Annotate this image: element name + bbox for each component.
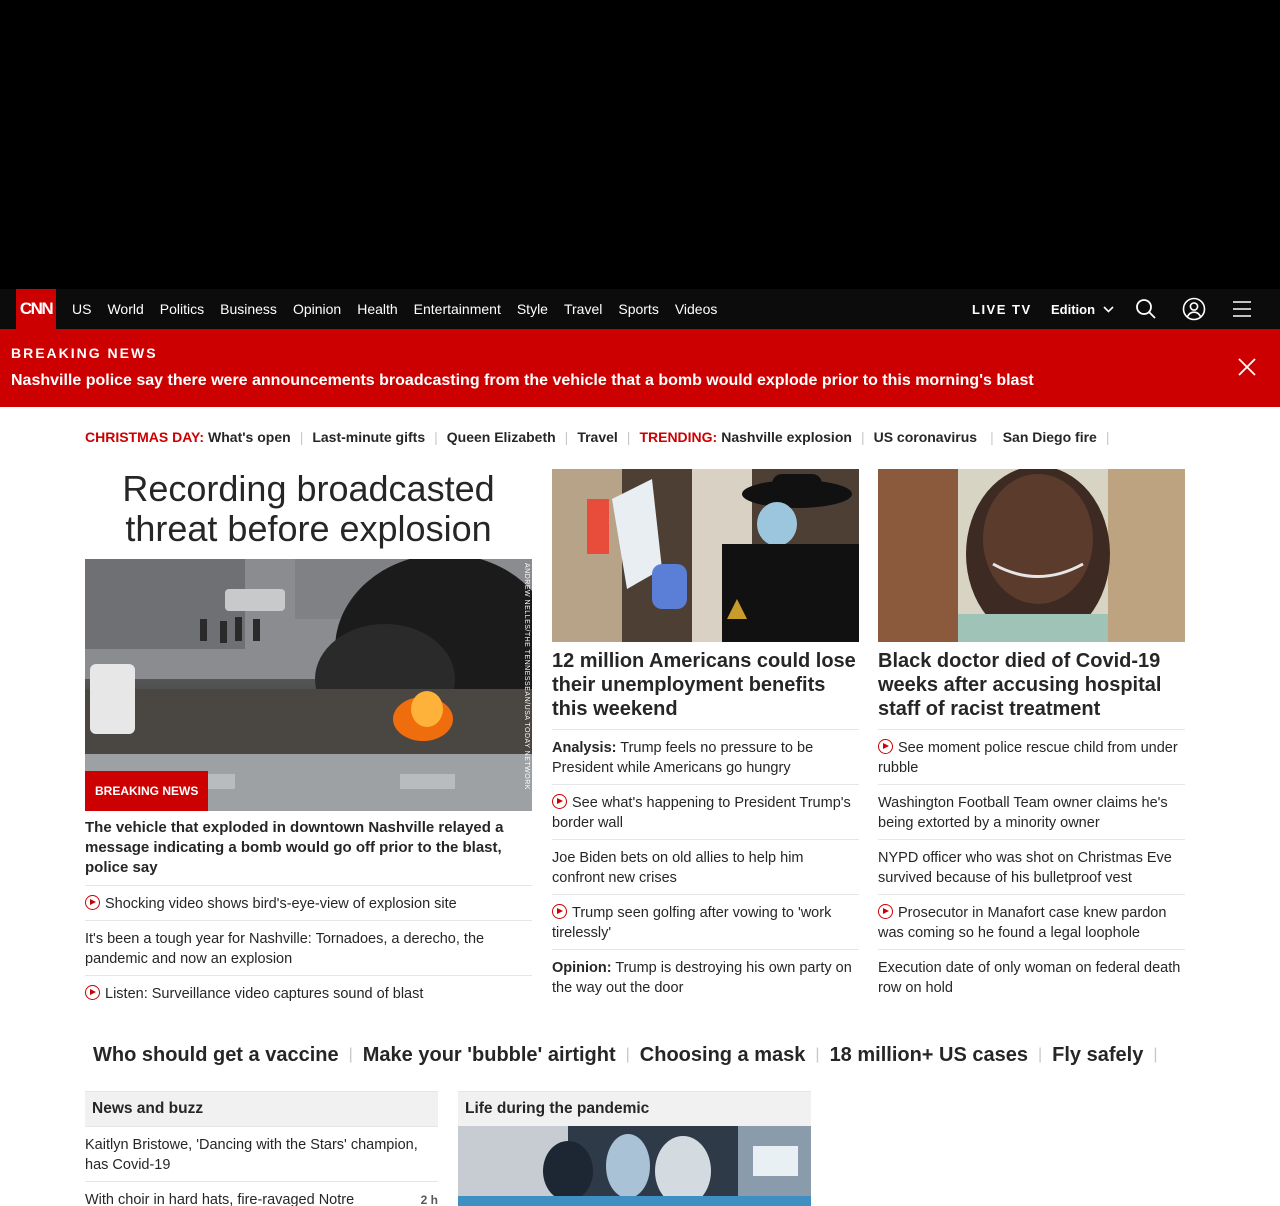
play-icon	[85, 985, 100, 1000]
list-item[interactable]	[85, 920, 532, 975]
nav-link-politics[interactable]: Politics	[159, 301, 205, 317]
list-item[interactable]	[878, 949, 1185, 1004]
play-icon	[878, 739, 893, 754]
ad-slot	[0, 0, 1280, 289]
list-item-text: Execution date of only woman on federal death row on hold	[878, 960, 1181, 996]
list-item[interactable]	[552, 784, 859, 839]
list-item[interactable]	[552, 729, 859, 784]
trending-link[interactable]: Queen Elizabeth	[446, 429, 556, 445]
list-item-text: Trump feels no pressure to be President while Americans go hungry	[552, 740, 814, 776]
nav-link-style[interactable]: Style	[516, 301, 548, 317]
list-item-text: Trump is destroying his own party on the way out the door	[552, 960, 852, 996]
list-item-text: Prosecutor in Manafort case knew pardon was coming so he found a legal loophole	[878, 905, 1167, 941]
account-icon[interactable]	[1182, 297, 1206, 321]
trending-link[interactable]: US coronavirus	[873, 429, 978, 445]
story-column-2	[552, 469, 859, 1004]
nav-link-us[interactable]: US	[72, 301, 92, 317]
list-item-text: NYPD officer who was shot on Christmas Eve survived because of his bulletproof vest	[878, 850, 1172, 886]
nav-link-entertainment[interactable]: Entertainment	[413, 301, 501, 317]
close-icon[interactable]	[1237, 357, 1257, 377]
bubble-link[interactable]: Make your 'bubble' airtight	[362, 1043, 616, 1066]
office-photo	[552, 469, 859, 642]
trending-link[interactable]: Nashville explosion	[721, 429, 852, 445]
list-item[interactable]	[552, 839, 859, 894]
story-column-3	[878, 469, 1185, 1004]
section-title[interactable]: Life during the pandemic	[458, 1091, 811, 1126]
list-item[interactable]	[878, 729, 1185, 784]
nav-link-videos[interactable]: Videos	[674, 301, 718, 317]
nav-link-health[interactable]: Health	[357, 301, 398, 317]
breaking-news-banner[interactable]	[0, 329, 1280, 407]
list-item[interactable]	[85, 975, 532, 1010]
cases-link[interactable]: 18 million+ US cases	[829, 1043, 1028, 1066]
trending-link[interactable]: Last-minute gifts	[312, 429, 426, 445]
trending-link[interactable]: What's open	[208, 429, 291, 445]
pandemic-photo[interactable]	[458, 1126, 811, 1206]
nav-links	[72, 289, 733, 329]
story-list	[552, 729, 859, 1004]
story-headline[interactable]: 12 million Americans could lose their unemployment benefits this weekend	[552, 650, 856, 720]
doctor-photo[interactable]	[878, 469, 1185, 642]
nav-link-opinion[interactable]: Opinion	[292, 301, 342, 317]
list-item-text: See moment police rescue child from under rubble	[878, 740, 1178, 776]
breaking-news-badge: BREAKING NEWS	[85, 771, 208, 811]
vaccine-link[interactable]: Who should get a vaccine	[93, 1043, 339, 1066]
list-item-text: Washington Football Team owner claims he's being extorted by a minority owner	[878, 795, 1168, 831]
nav-link-business[interactable]: Business	[220, 301, 277, 317]
news-buzz-list	[85, 1126, 438, 1206]
trending-tag-christmas: CHRISTMAS DAY:	[85, 429, 205, 445]
list-item[interactable]	[85, 1181, 438, 1206]
chevron-down-icon	[1103, 306, 1114, 313]
play-icon	[85, 895, 100, 910]
lead-photo[interactable]	[85, 559, 532, 811]
list-item-text: Joe Biden bets on old allies to help him confront new crises	[552, 850, 804, 886]
list-item-text: Listen: Surveillance video captures sound of blast	[105, 986, 424, 1002]
portrait-photo	[878, 469, 1185, 642]
cnn-logo[interactable]: CNN	[16, 289, 56, 329]
fly-safely-link[interactable]: Fly safely	[1052, 1043, 1144, 1066]
list-item[interactable]	[85, 1126, 438, 1181]
list-item-text: Trump seen golfing after vowing to 'work tirelessly'	[552, 905, 832, 941]
play-icon	[552, 904, 567, 919]
list-item[interactable]	[552, 894, 859, 949]
story-list	[878, 729, 1185, 1004]
unemployment-photo[interactable]	[552, 469, 859, 642]
list-item[interactable]	[878, 839, 1185, 894]
menu-icon[interactable]	[1230, 297, 1254, 321]
play-icon	[552, 794, 567, 809]
top-nav	[0, 289, 1280, 329]
list-item[interactable]	[878, 784, 1185, 839]
lead-story-list	[85, 885, 532, 1010]
lead-headline[interactable]: The vehicle that exploded in downtown Nashville relayed a message indicating a bomb would go off prior to the blast, police say	[85, 819, 504, 876]
live-tv-link[interactable]: LIVE TV	[972, 302, 1032, 317]
nav-link-sports[interactable]: Sports	[618, 301, 659, 317]
timestamp: 2 h	[420, 1193, 438, 1206]
mask-link[interactable]: Choosing a mask	[639, 1043, 806, 1066]
section-title[interactable]: News and buzz	[85, 1091, 438, 1126]
pandemic-section	[458, 1091, 811, 1206]
breaking-news-label: BREAKING NEWS	[11, 345, 158, 361]
hospital-photo	[458, 1126, 811, 1206]
trending-link[interactable]: San Diego fire	[1002, 429, 1097, 445]
list-item[interactable]	[85, 885, 532, 920]
list-item[interactable]	[552, 949, 859, 1004]
list-item-label: Analysis:	[552, 740, 617, 756]
trending-bar: CHRISTMAS DAY: What's open | Last-minute gifts | Queen Elizabeth | Travel | TRENDING: Nashville explosion | US coronavirus | San Diego fire |	[85, 429, 1110, 445]
trending-link[interactable]: Travel	[577, 429, 618, 445]
nav-link-world[interactable]: World	[107, 301, 144, 317]
play-icon	[878, 904, 893, 919]
story-headline[interactable]: Black doctor died of Covid-19 weeks after accusing hospital staff of racist treatment	[878, 650, 1162, 720]
edition-label: Edition	[1051, 301, 1096, 317]
list-item-text: It's been a tough year for Nashville: Tornadoes, a derecho, the pandemic and now an explosion	[85, 931, 485, 967]
photo-credit: ANDREW NELLES/THE TENNESSEAN/USA TODAY NETWORK	[523, 563, 530, 790]
news-and-buzz-section	[85, 1091, 438, 1206]
list-item-label: Opinion:	[552, 960, 612, 976]
coronavirus-links-bar: Who should get a vaccine | Make your 'bubble' airtight | Choosing a mask | 18 million+ US cases | Fly safely |	[93, 1043, 1158, 1066]
nav-link-travel[interactable]: Travel	[563, 301, 603, 317]
search-icon[interactable]	[1134, 297, 1158, 321]
trending-tag: TRENDING:	[639, 429, 718, 445]
list-item[interactable]	[878, 894, 1185, 949]
list-item-text: With choir in hard hats, fire-ravaged Notre	[85, 1192, 355, 1206]
list-item-text: Kaitlyn Bristowe, 'Dancing with the Stars' champion, has Covid-19	[85, 1137, 418, 1173]
lead-banner[interactable]: Recording broadcasted threat before explosion	[122, 468, 495, 549]
edition-selector[interactable]	[1051, 289, 1114, 329]
list-item-text: See what's happening to President Trump's border wall	[552, 795, 851, 831]
breaking-news-headline[interactable]: Nashville police say there were announcements broadcasting from the vehicle that a bomb would explode prior to this morning's blast	[11, 372, 1034, 389]
lead-column	[85, 468, 532, 1002]
list-item-text: Shocking video shows bird's-eye-view of explosion site	[105, 896, 457, 912]
